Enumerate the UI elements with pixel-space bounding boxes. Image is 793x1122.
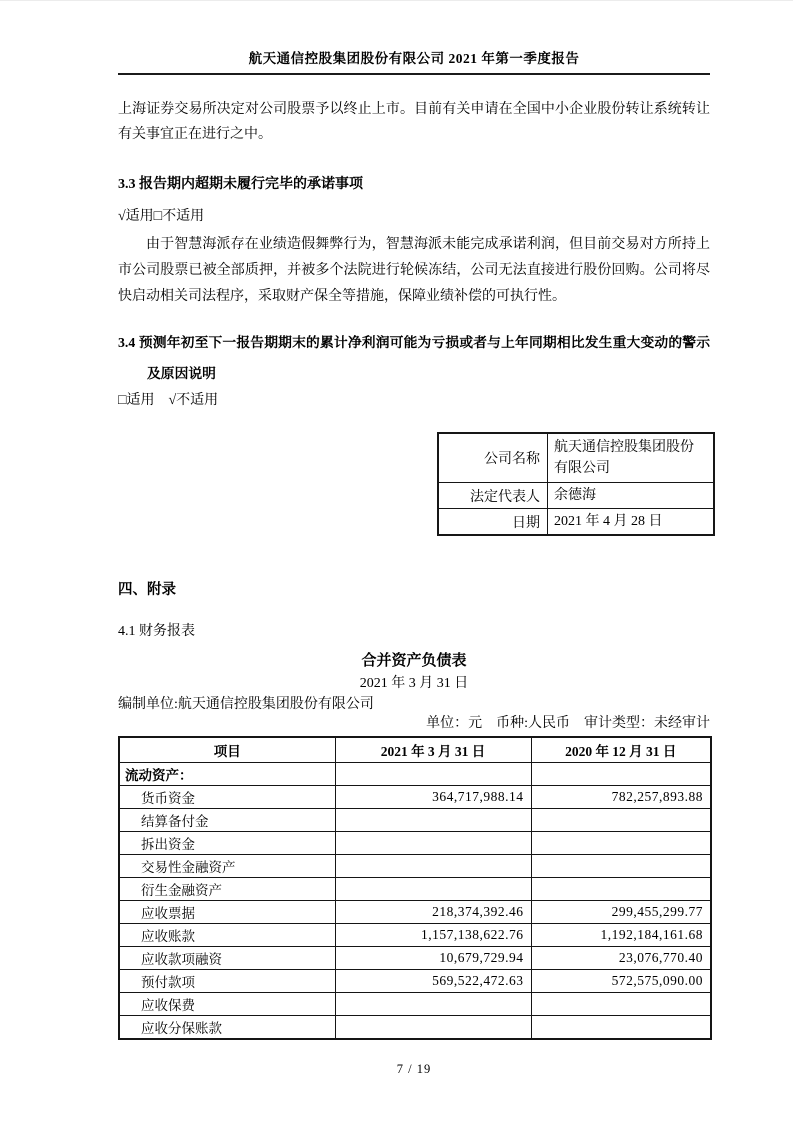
item-cell: 应收票据 — [119, 901, 335, 924]
value-cell-2020 — [531, 763, 711, 786]
value-cell-2020: 782,257,893.88 — [531, 786, 711, 809]
balance-sheet-table — [118, 736, 712, 1040]
table-row — [438, 433, 714, 483]
column-header-2020: 2020 年 12 月 31 日 — [531, 737, 711, 763]
section-3-4-heading: 3.4 预测年初至下一报告期期末的累计净利润可能为亏损或者与上年同期相比发生重大变动的警示及原因说明 — [118, 335, 710, 381]
appendix-heading: 四、附录 — [118, 582, 176, 598]
table-row — [119, 763, 711, 786]
value-cell-2021 — [335, 855, 531, 878]
value-cell-2021 — [335, 1016, 531, 1040]
unit-currency-audit-line: 单位：元 币种:人民币 审计类型：未经审计 — [426, 716, 710, 731]
table-row — [119, 855, 711, 878]
column-header-2021: 2021 年 3 月 31 日 — [335, 737, 531, 763]
page-header-title: 航天通信控股集团股份有限公司 2021 年第一季度报告 — [248, 51, 580, 66]
table-row — [119, 993, 711, 1016]
table-header-row — [119, 737, 711, 763]
value-cell-2020 — [531, 855, 711, 878]
value-cell-2021 — [335, 809, 531, 832]
table-row — [119, 809, 711, 832]
value-cell-2020: 23,076,770.40 — [531, 947, 711, 970]
item-cell: 应收账款 — [119, 924, 335, 947]
value-cell-2020: 1,192,184,161.68 — [531, 924, 711, 947]
value-cell-2021 — [335, 993, 531, 1016]
value-cell-2020 — [531, 993, 711, 1016]
date-label: 日期 — [438, 509, 548, 536]
value-cell-2021: 364,717,988.14 — [335, 786, 531, 809]
item-cell: 交易性金融资产 — [119, 855, 335, 878]
value-cell-2021: 1,157,138,622.76 — [335, 924, 531, 947]
item-cell: 结算备付金 — [119, 809, 335, 832]
intro-paragraph: 上海证券交易所决定对公司股票予以终止上市。目前有关申请在全国中小企业股份转让系统转让有关事宜正在进行之中。 — [118, 102, 710, 142]
table-row — [119, 786, 711, 809]
value-cell-2020: 572,575,090.00 — [531, 970, 711, 993]
table-row — [119, 1016, 711, 1040]
item-cell: 货币资金 — [119, 786, 335, 809]
balance-sheet-date: 2021 年 3 月 31 日 — [359, 676, 469, 691]
legal-representative-value: 余德海 — [548, 483, 715, 509]
table-row — [438, 509, 714, 536]
value-cell-2021: 569,522,472.63 — [335, 970, 531, 993]
table-row — [119, 832, 711, 855]
header-rule — [118, 73, 710, 75]
item-cell: 应收分保账款 — [119, 1016, 335, 1040]
legal-representative-label: 法定代表人 — [438, 483, 548, 509]
signature-table — [437, 432, 715, 536]
value-cell-2021 — [335, 832, 531, 855]
table-row — [119, 878, 711, 901]
value-cell-2021 — [335, 763, 531, 786]
table-row — [438, 483, 714, 509]
column-header-item: 项目 — [119, 737, 335, 763]
item-cell: 应收保费 — [119, 993, 335, 1016]
value-cell-2021: 218,374,392.46 — [335, 901, 531, 924]
page-number: 7 / 19 — [396, 1062, 432, 1076]
item-cell: 流动资产： — [119, 763, 335, 786]
value-cell-2020: 299,455,299.77 — [531, 901, 711, 924]
section-3-4-applicability: □适用 √不适用 — [118, 393, 219, 408]
item-cell: 应收款项融资 — [119, 947, 335, 970]
table-row — [119, 947, 711, 970]
section-3-3-heading: 3.3 报告期内超期未履行完毕的承诺事项 — [118, 177, 363, 192]
section-3-3-applicability: √适用□不适用 — [118, 209, 205, 224]
prepared-by-line: 编制单位:航天通信控股集团股份有限公司 — [118, 697, 374, 712]
item-cell: 衍生金融资产 — [119, 878, 335, 901]
item-cell: 预付款项 — [119, 970, 335, 993]
company-name-value: 航天通信控股集团股份有限公司 — [548, 433, 715, 483]
item-cell: 拆出资金 — [119, 832, 335, 855]
value-cell-2020 — [531, 878, 711, 901]
value-cell-2020 — [531, 809, 711, 832]
financial-statements-subheading: 4.1 财务报表 — [118, 624, 195, 639]
table-row — [119, 970, 711, 993]
date-value: 2021 年 4 月 28 日 — [548, 509, 715, 536]
value-cell-2021: 10,679,729.94 — [335, 947, 531, 970]
value-cell-2020 — [531, 832, 711, 855]
company-name-label: 公司名称 — [438, 433, 548, 483]
table-row — [119, 924, 711, 947]
value-cell-2021 — [335, 878, 531, 901]
table-row — [119, 901, 711, 924]
value-cell-2020 — [531, 1016, 711, 1040]
section-3-3-body: 由于智慧海派存在业绩造假舞弊行为，智慧海派未能完成承诺利润，但目前交易对方所持上市公司股票已被全部质押，并被多个法院进行轮候冻结，公司无法直接进行股份回购。公司将尽快启动相关司法程序，采取财产保全等措施，保障业绩补偿的可执行性。 — [118, 237, 710, 304]
balance-sheet-title: 合并资产负债表 — [361, 653, 467, 669]
